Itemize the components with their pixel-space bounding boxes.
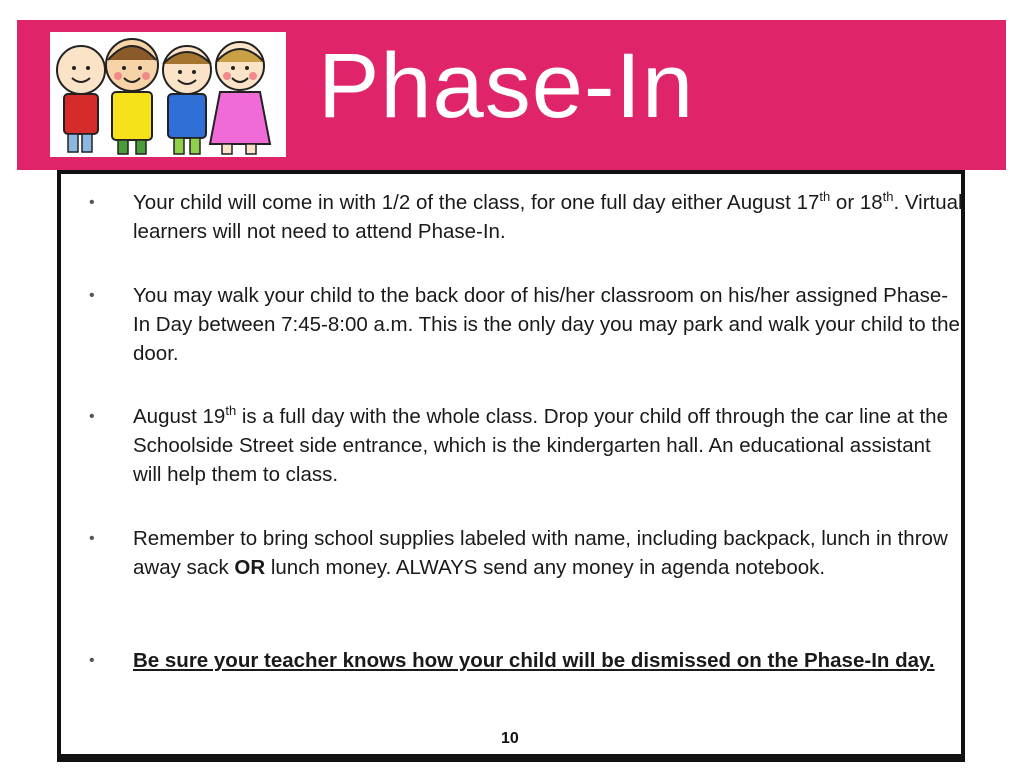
bullet-text: Be sure your teacher knows how your child will be dismissed on the Phase-In day.	[133, 649, 935, 672]
content-box	[57, 170, 965, 762]
page-number: 10	[501, 730, 519, 747]
bullet-text: Your child will come in with 1/2 of the class, for one full day either August 17th or 18th. Virtual learners will not need to attend Phase-In.	[133, 189, 963, 243]
bullet-dot-icon: •	[89, 652, 95, 669]
bullet-text: August 19th is a full day with the whole class. Drop your child off through the car line at the Schoolside Street side entrance, which is the kindergarten hall. An educational assistant will help them to class.	[133, 403, 948, 486]
bullet-dot-icon: •	[89, 194, 95, 211]
bullet-dot-icon: •	[89, 408, 95, 425]
four-cartoon-kids-icon	[50, 32, 286, 157]
bullet-text: You may walk your child to the back door of his/her classroom on his/her assigned Phase-In Day between 7:45-8:00 a.m. This is the only day you may park and walk your child to the door.	[133, 284, 960, 365]
bullet-text: Remember to bring school supplies labeled with name, including backpack, lunch in throw away sack OR lunch money. ALWAYS send any money in agenda notebook.	[133, 527, 948, 579]
bullet-dot-icon: •	[89, 530, 95, 547]
page-title: Phase-In	[318, 35, 695, 137]
bullet-dot-icon: •	[89, 287, 95, 304]
